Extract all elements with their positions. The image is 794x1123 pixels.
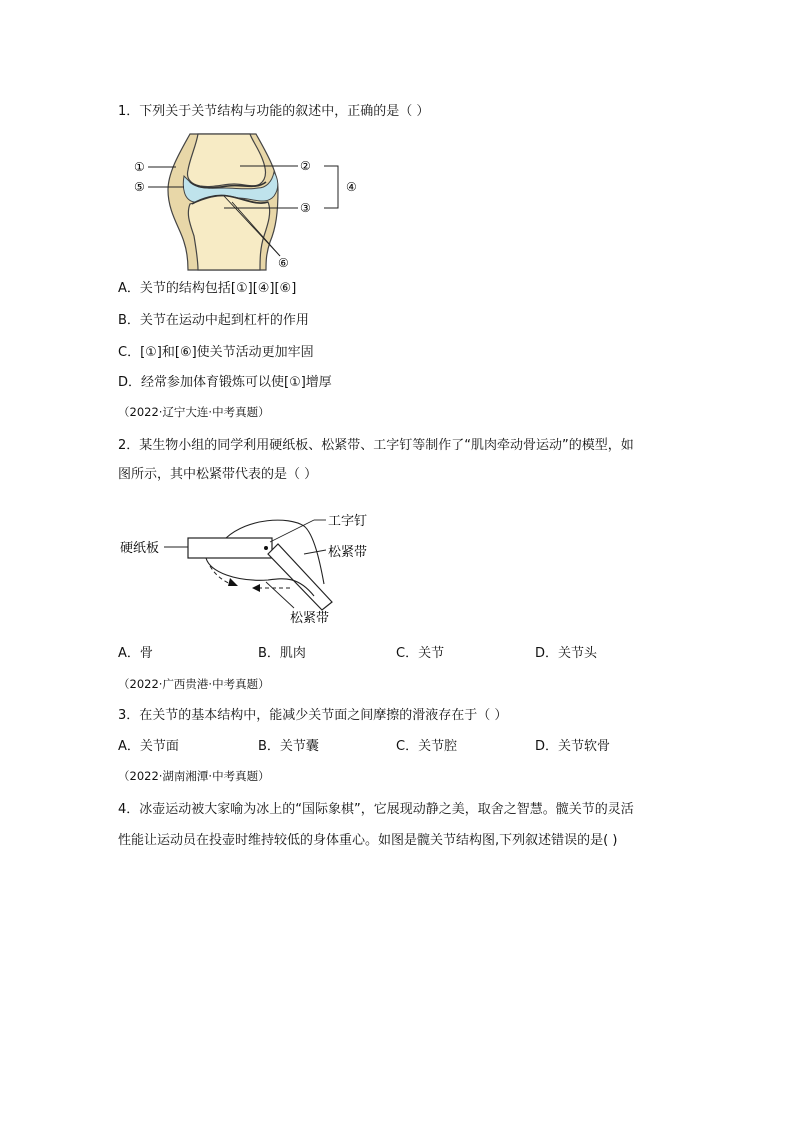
q2-option-c: C．关节 (396, 646, 445, 661)
label-board: 硬纸板 (120, 541, 160, 556)
label-5: ⑤ (134, 180, 145, 194)
q2-source: （2022·广西贵港·中考真题） (118, 677, 270, 691)
joint-diagram (128, 132, 368, 272)
q2-stem-line2: 图所示，其中松紧带代表的是（ ） (118, 467, 318, 482)
q2-option-d: D．关节头 (535, 646, 598, 661)
q3-option-d: D．关节软骨 (535, 739, 611, 754)
q3-stem: 3．在关节的基本结构中，能减少关节面之间摩擦的滑液存在于（ ） (118, 708, 508, 723)
q2-stem-line1: 2．某生物小组的同学利用硬纸板、松紧带、工字钉等制作了“肌肉牵动骨运动”的模型，如 (118, 438, 634, 453)
q1-option-a: A．关节的结构包括[①][④][⑥] (118, 281, 297, 296)
q1-option-d: D．经常参加体育锻炼可以使[①]增厚 (118, 375, 332, 390)
label-4: ④ (346, 180, 357, 194)
label-3: ③ (300, 201, 311, 215)
label-1: ① (134, 160, 145, 174)
label-2: ② (300, 159, 311, 173)
q3-source: （2022·湖南湘潭·中考真题） (118, 769, 270, 783)
q3-option-b: B．关节囊 (258, 739, 319, 754)
label-band-bottom: 松紧带 (290, 611, 330, 626)
label-band-top: 松紧带 (328, 545, 368, 560)
q3-option-a: A．关节面 (118, 739, 179, 754)
q3-option-c: C．关节腔 (396, 739, 458, 754)
q1-option-b: B．关节在运动中起到杠杆的作用 (118, 313, 309, 328)
q2-option-a: A．骨 (118, 646, 153, 661)
q1-source: （2022·辽宁大连·中考真题） (118, 405, 270, 419)
label-6: ⑥ (278, 256, 289, 270)
q2-option-b: B．肌肉 (258, 646, 306, 661)
model-diagram (118, 506, 388, 626)
q1-option-c: C．[①]和[⑥]使关节活动更加牢固 (118, 345, 314, 360)
q4-stem-line1: 4．冰壶运动被大家喻为冰上的“国际象棋”，它展现动静之美，取舍之智慧。髋关节的灵活 (118, 802, 634, 817)
q1-stem: 1．下列关于关节结构与功能的叙述中，正确的是（ ） (118, 104, 430, 119)
q4-stem-line2: 性能让运动员在投壶时维持较低的身体重心。如图是髋关节结构图,下列叙述错误的是( ) (118, 833, 618, 848)
label-pin: 工字钉 (328, 514, 368, 529)
